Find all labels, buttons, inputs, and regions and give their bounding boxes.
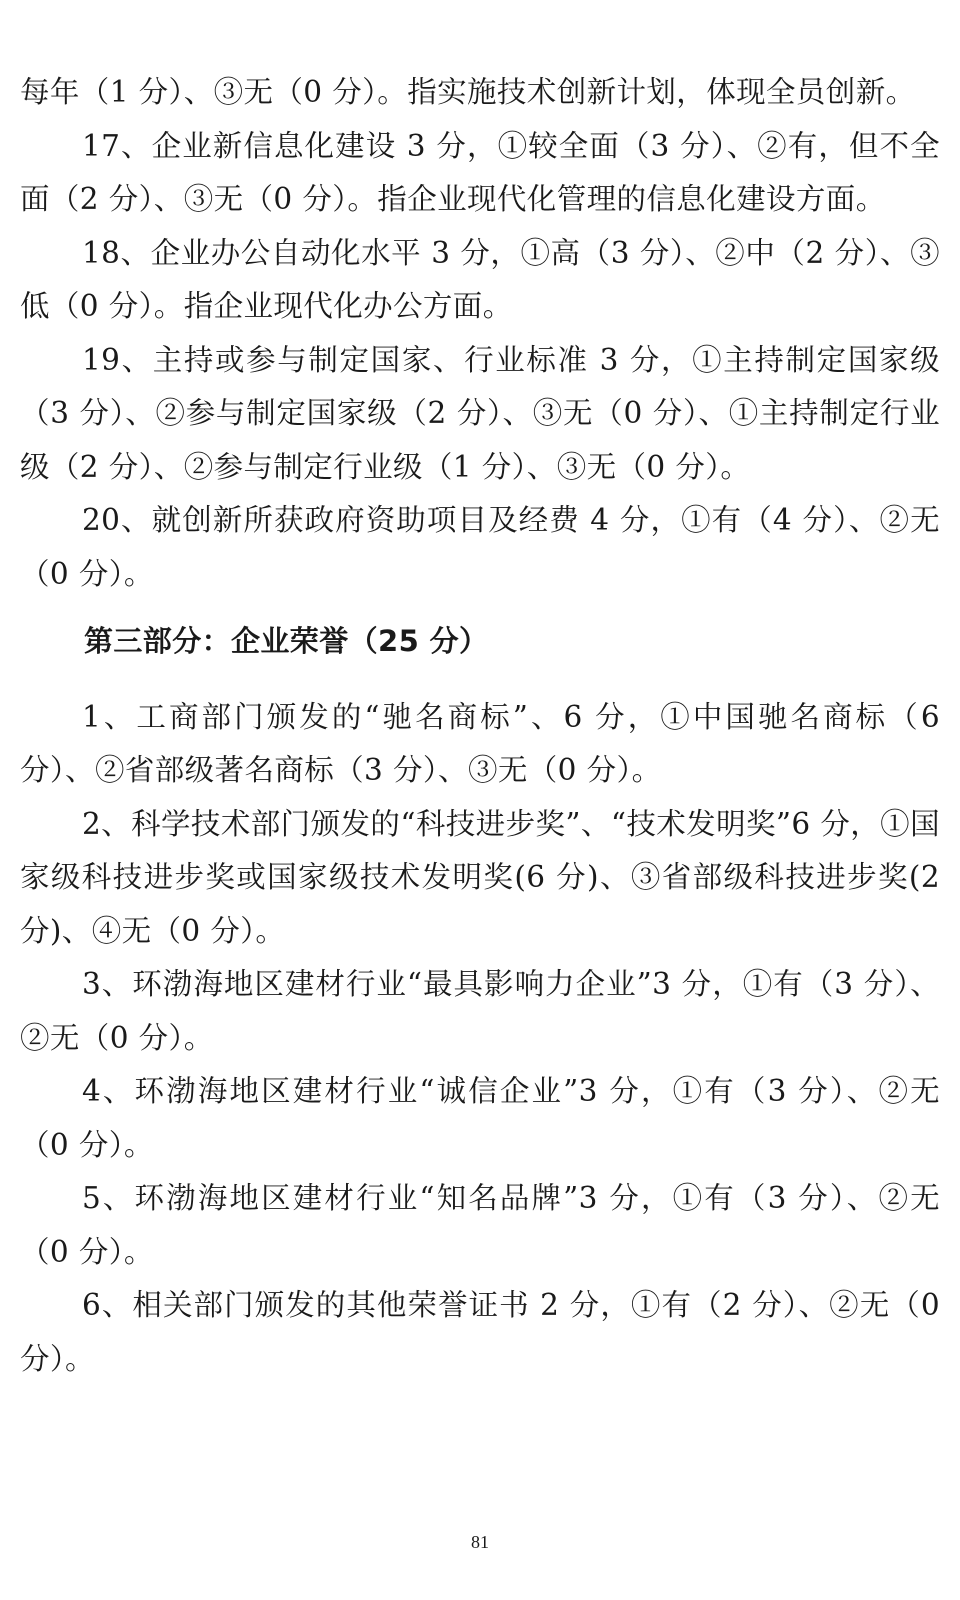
paragraph-item-17: 17、企业新信息化建设 3 分，①较全面（3 分）、②有，但不全面（2 分）、③无（0 分）。指企业现代化管理的信息化建设方面。 (20, 128, 940, 216)
honor-item-3: 3、环渤海地区建材行业“最具影响力企业”3 分，①有（3 分）、②无（0 分）。 (20, 967, 940, 1055)
honor-item-5: 5、环渤海地区建材行业“知名品牌”3 分，①有（3 分）、②无（0 分）。 (20, 1181, 940, 1269)
paragraph-item-20: 20、就创新所获政府资助项目及经费 4 分，①有（4 分）、②无（0 分）。 (20, 503, 940, 591)
paragraph-item-18: 18、企业办公自动化水平 3 分，①高（3 分）、②中（2 分）、③低（0 分）。指企业现代化办公方面。 (20, 235, 940, 323)
document-page (20, 66, 940, 1386)
honor-item-6: 6、相关部门颁发的其他荣誉证书 2 分，①有（2 分）、②无（0 分）。 (20, 1288, 940, 1376)
section-heading: 第三部分：企业荣誉（25 分） (84, 624, 489, 658)
page-number: 81 (471, 1532, 489, 1552)
honor-item-2: 2、科学技术部门颁发的“科技进步奖”、“技术发明奖”6 分，①国家级科技进步奖或国家级技术发明奖(6 分)、③省部级科技进步奖(2 分)、④无（0 分）。 (20, 806, 940, 948)
honor-item-1: 1、工商部门颁发的“驰名商标”、6 分，①中国驰名商标（6 分）、②省部级著名商标（3 分）、③无（0 分）。 (20, 699, 940, 787)
paragraph-continuation: 每年（1 分）、③无（0 分）。指实施技术创新计划，体现全员创新。 (20, 75, 916, 109)
paragraph-item-19: 19、主持或参与制定国家、行业标准 3 分，①主持制定国家级（3 分）、②参与制定国家级（2 分）、③无（0 分）、①主持制定行业级（2 分）、②参与制定行业级（1 分）、③无（0 分）。 (20, 342, 940, 484)
honor-item-4: 4、环渤海地区建材行业“诚信企业”3 分，①有（3 分）、②无（0 分）。 (20, 1074, 940, 1162)
